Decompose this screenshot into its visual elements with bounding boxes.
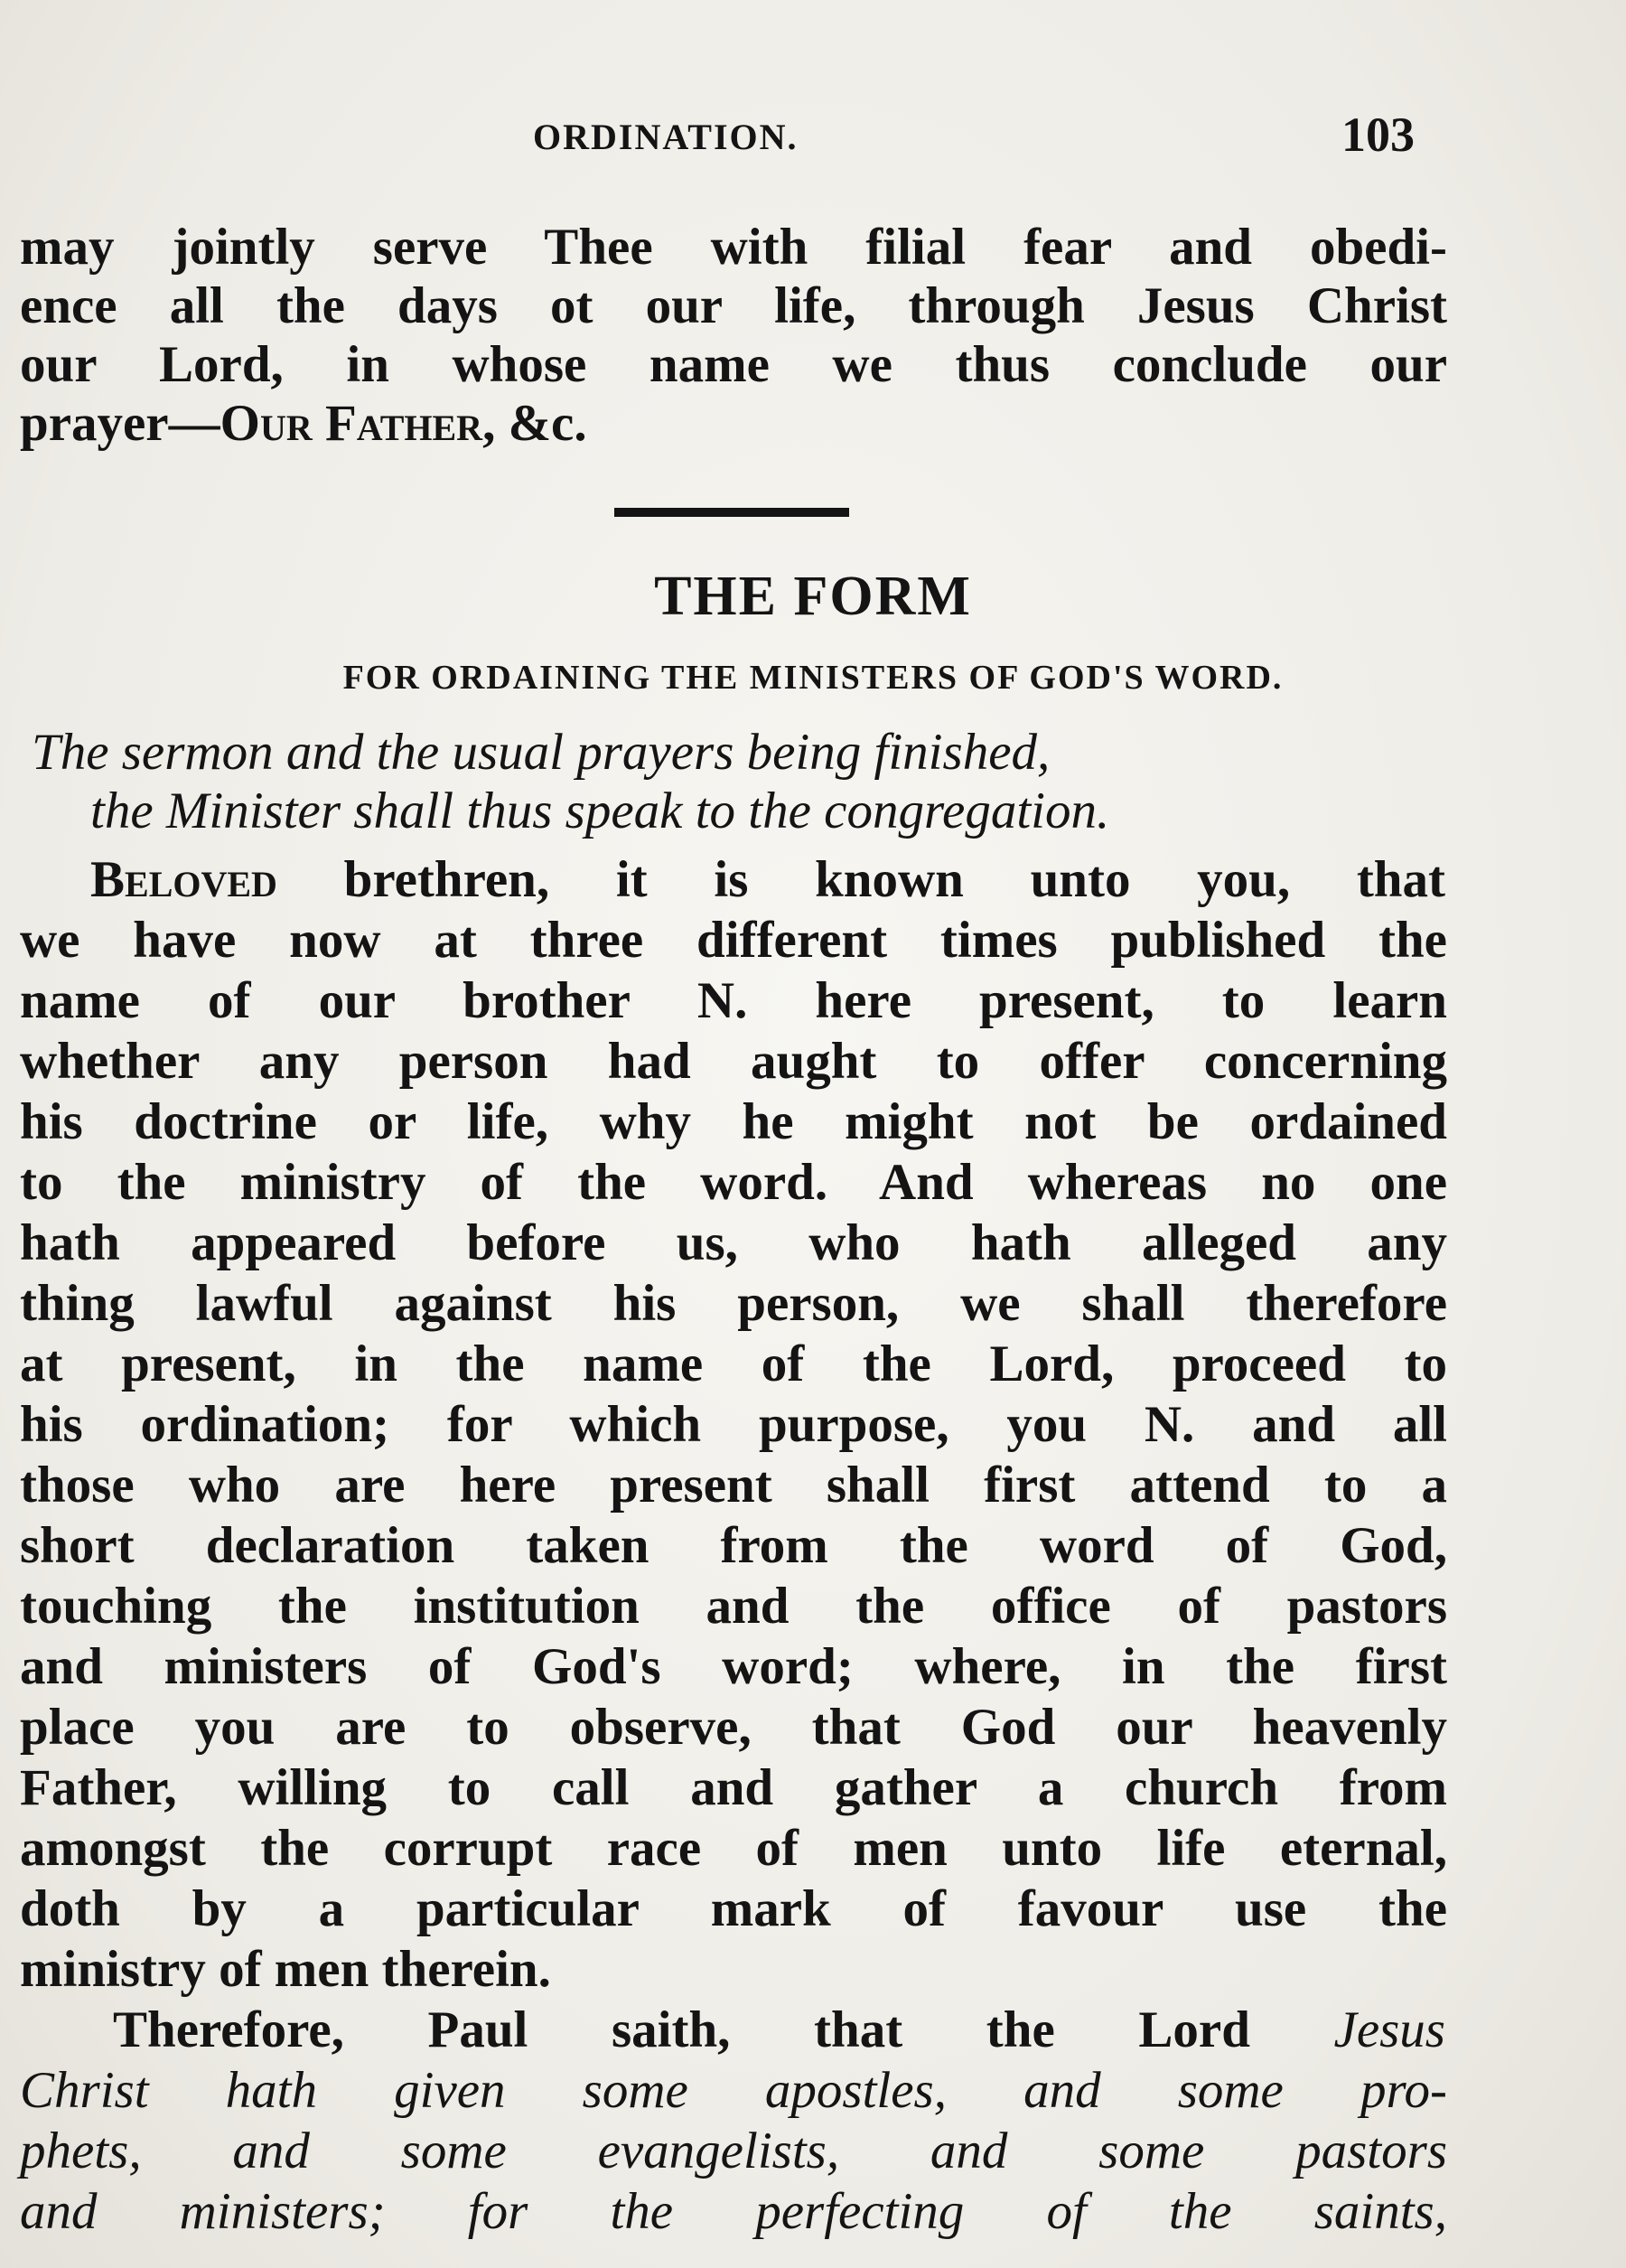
text-line: place you are to observe, that God our heavenly [20, 1699, 1447, 1756]
rubric-line: The sermon and the usual prayers being finished, [32, 724, 1051, 781]
text-line: doth by a particular mark of favour use the [20, 1880, 1447, 1937]
text-line: short declaration taken from the word of God, [20, 1517, 1447, 1574]
section-divider [614, 508, 849, 517]
text-line: ministry of men therein. [20, 1941, 551, 1998]
text-line-beloved [90, 851, 1445, 908]
text-line: those who are here present shall first attend to a [20, 1457, 1447, 1514]
text-line: his doctrine or life, why he might not be ordained [20, 1093, 1447, 1150]
text-fragment: prayer— [20, 395, 220, 452]
running-head: ORDINATION. [533, 117, 799, 157]
rubric-line: the Minister shall thus speak to the congregation. [90, 783, 1110, 839]
text-fragment: &c. [495, 395, 587, 452]
text-line: name of our brother N. here present, to learn [20, 972, 1447, 1029]
text-line: our Lord, in whose name we thus conclude our [20, 336, 1447, 393]
text-line: his ordination; for which purpose, you N. and all [20, 1396, 1447, 1453]
text-line: and ministers of God's word; where, in the first [20, 1638, 1447, 1695]
our-father-smallcaps: Our Father, [220, 395, 496, 452]
page-number: 103 [1341, 108, 1415, 162]
text-line-italic: phets, and some evangelists, and some pastors [20, 2123, 1447, 2179]
text-line: at present, in the name of the Lord, proceed to [20, 1335, 1447, 1392]
text-line-italic: Christ hath given some apostles, and some pro- [20, 2062, 1447, 2119]
text-fragment: brethren, it is known unto you, that [276, 851, 1445, 908]
text-line: touching the institution and the office of pastors [20, 1578, 1447, 1635]
text-line-italic: and ministers; for the perfecting of the saints, [20, 2183, 1447, 2240]
text-line: hath appeared before us, who hath alleged any [20, 1214, 1447, 1271]
text-line: we have now at three different times published the [20, 912, 1447, 969]
section-subtitle: FOR ORDAINING THE MINISTERS OF GOD'S WORD. [342, 659, 1284, 697]
text-line: thing lawful against his person, we shall therefore [20, 1275, 1447, 1332]
text-line-prayer-end [20, 395, 1447, 452]
text-line: to the ministry of the word. And whereas no one [20, 1154, 1447, 1211]
text-line-therefore [113, 2001, 1445, 2058]
text-fragment: Therefore, Paul saith, that the Lord [113, 2001, 1334, 2058]
italic-fragment: Jesus [1333, 2001, 1445, 2058]
beloved-smallcaps: Beloved [90, 851, 277, 908]
text-line: whether any person had aught to offer concerning [20, 1033, 1447, 1090]
section-title: THE FORM [654, 566, 972, 627]
text-line: ence all the days ot our life, through Jesus Christ [20, 277, 1447, 334]
text-line: Father, willing to call and gather a church from [20, 1759, 1447, 1816]
text-line: may jointly serve Thee with filial fear and obedi- [20, 219, 1447, 276]
page-header [0, 107, 1626, 179]
text-line: amongst the corrupt race of men unto life eternal, [20, 1820, 1447, 1877]
